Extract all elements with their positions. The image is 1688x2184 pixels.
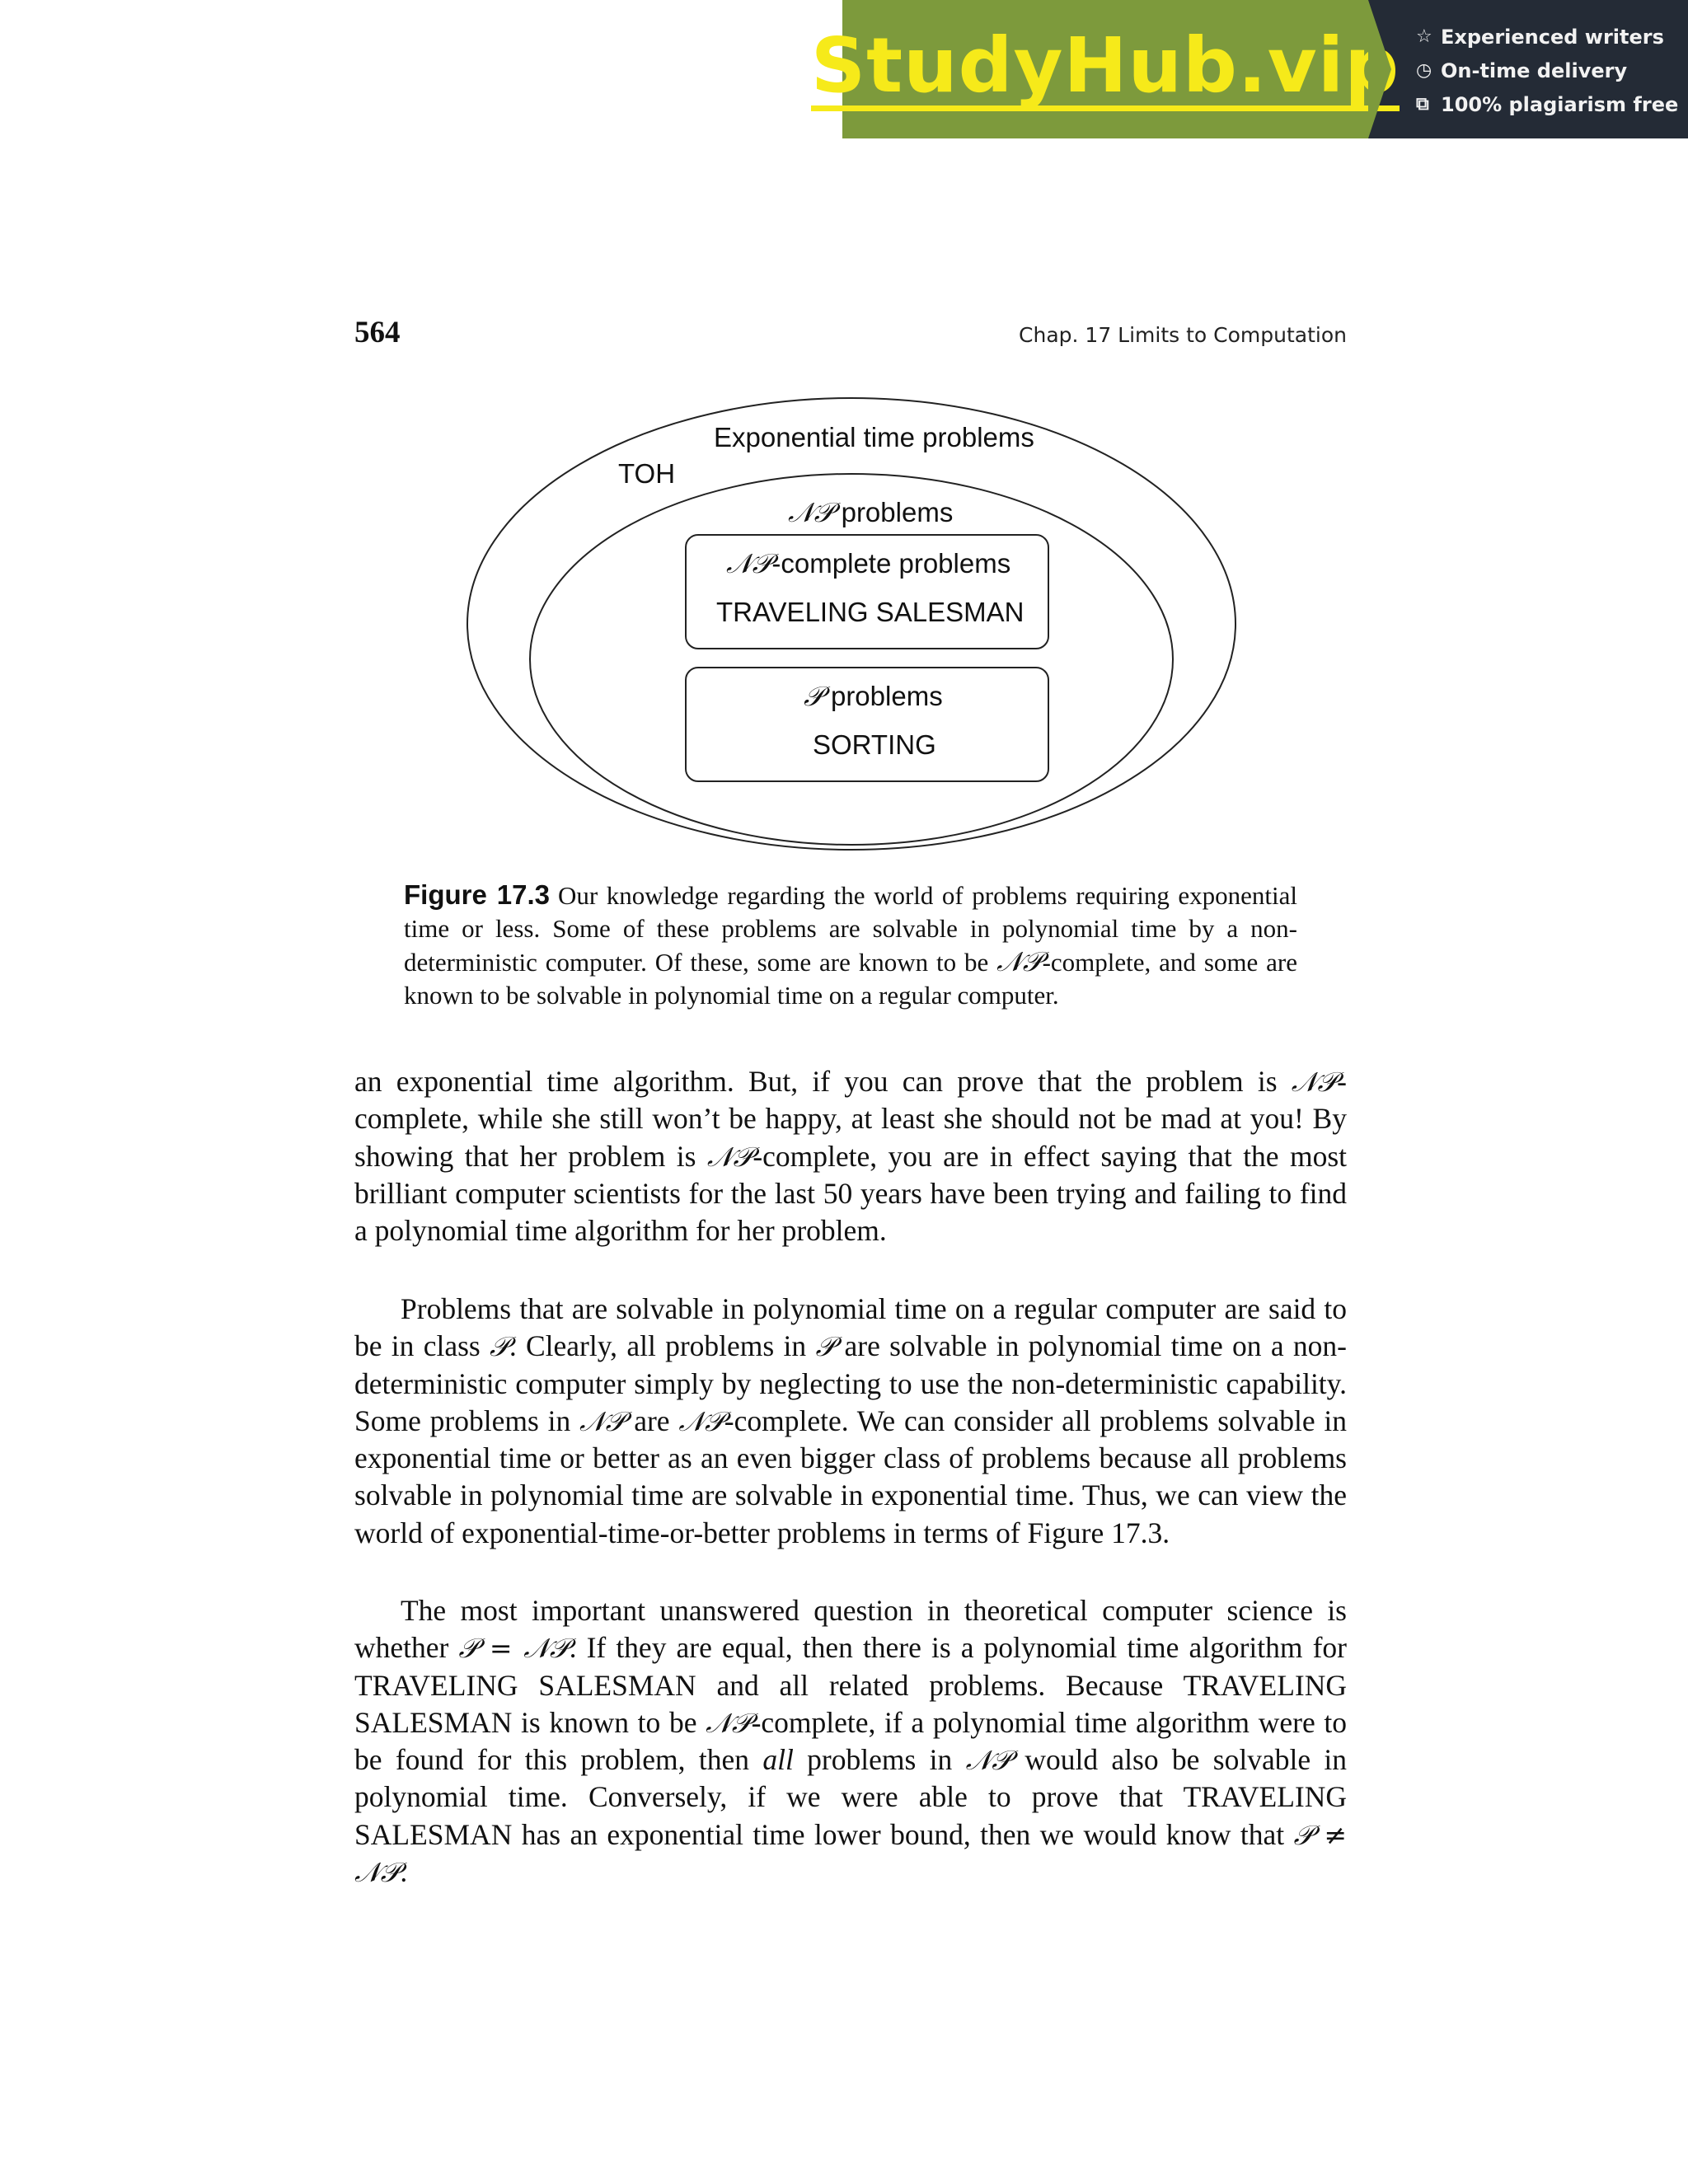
np-symbol: 𝒩𝒫 [706, 1140, 753, 1173]
np-symbol: 𝒩𝒫 [788, 496, 834, 528]
studyhub-banner[interactable] [810, 0, 1688, 138]
p-problems-label [804, 680, 943, 713]
figure-caption [404, 879, 1297, 1012]
feature-experienced-writers [1416, 20, 1688, 54]
np-symbol: 𝒩𝒫 [579, 1404, 626, 1437]
page-number: 564 [354, 316, 401, 349]
np-symbol: 𝒩𝒫 [726, 547, 772, 579]
feature-label: Experienced writers [1441, 25, 1664, 49]
text-run: are [625, 1404, 679, 1437]
traveling-salesman-label: TRAVELING SALESMAN [716, 597, 1025, 627]
banner-features [1368, 0, 1688, 138]
p-not-equal-np: 𝒫 ≠ 𝒩𝒫 [354, 1818, 1348, 1889]
star-icon: ☆ [1416, 26, 1432, 47]
text-run: The most important unanswered question in theoretical computer science is whether [354, 1594, 1347, 1665]
np-problems-label [788, 496, 953, 529]
p-equals-np: 𝒫 = 𝒩𝒫 [458, 1632, 570, 1665]
text-run: -complete, you are in effect saying that the most brilliant computer scientists for the last 50 years have been trying and failing to find a polynomial time algorithm for her problem. [354, 1139, 1348, 1248]
np-symbol: 𝒩𝒫 [965, 1744, 1011, 1777]
sorting-label: SORTING [813, 729, 936, 760]
feature-label: On-time delivery [1441, 59, 1628, 82]
np-symbol: 𝒩𝒫 [706, 1706, 752, 1739]
np-complete-box [685, 534, 1049, 649]
studyhub-logo[interactable] [810, 0, 1400, 138]
clock-icon: ◷ [1416, 60, 1432, 81]
paragraph-3 [354, 1592, 1347, 1891]
paragraph-2 [354, 1291, 1347, 1552]
text-run: Problems that are solvable in polynomial time on a regular computer are said to be in class [354, 1292, 1347, 1363]
p-problems-box [685, 667, 1049, 782]
np-problems-text: problems [833, 497, 954, 527]
copy-icon: ⧉ [1416, 94, 1429, 115]
np-symbol: 𝒩𝒫 [996, 945, 1043, 977]
caption-text-1: Our knowledge regarding the world of problems requiring exponential time or less. Some of these problems are solvable in polynomial time by a non-deterministic computer. Of these, some are known to be [404, 881, 1297, 977]
toh-label: TOH [618, 458, 676, 489]
text-run: problems in [793, 1743, 966, 1777]
np-complete-text: -complete problems [771, 548, 1011, 579]
text-run: . If they are equal, then there is a polynomial time algorithm for TRAVELING SALESMAN and all related problems. Because TRAVELING SALESMAN is known to be [354, 1631, 1347, 1739]
feature-on-time-delivery [1416, 54, 1688, 87]
np-symbol: 𝒩𝒫 [678, 1404, 724, 1437]
logo-text: StudyHub.vip [810, 21, 1400, 110]
np-complete-label [726, 547, 1010, 580]
paragraph-1 [354, 1063, 1347, 1249]
p-problems-text: problems [823, 681, 943, 711]
text-run: . Clearly, all problems in [509, 1329, 816, 1363]
np-symbol: 𝒩𝒫 [1291, 1066, 1338, 1098]
text-run: are solvable in polynomial time on a non-deterministic computer simply by neglecting to use the non-deterministic capability. Some problems in [354, 1329, 1347, 1437]
text-run: would also be solvable in polynomial time. Conversely, if we were able to prove that TRAVELING SALESMAN has an exponential time lower bound, then we would know that [354, 1743, 1348, 1851]
caption-text-2: -complete, and some are known to be solvable in polynomial time on a regular computer. [404, 948, 1297, 1010]
text-run: an exponential time algorithm. But, if you can prove that the problem is [354, 1065, 1292, 1098]
exponential-time-label: Exponential time problems [714, 422, 1034, 452]
text-run: . [400, 1855, 408, 1889]
text-run: -complete, while she still won’t be happy, at least she should not be mad at you! By showing that her problem is [354, 1065, 1347, 1173]
text-run: -complete. We can consider all problems solvable in exponential time or better as an even bigger class of problems because all problems solvable in polynomial time are solvable in exponential time. Thus, we can view the world of exponential-time-or-better problems in terms of Figure 17.3. [354, 1404, 1347, 1549]
feature-plagiarism-free [1416, 87, 1688, 121]
caption-label: Figure 17.3 [404, 879, 551, 910]
exponential-time-ellipse [467, 398, 1236, 850]
p-symbol: 𝒫 [815, 1330, 836, 1363]
p-symbol: 𝒫 [490, 1330, 509, 1363]
feature-label: 100% plagiarism free [1441, 92, 1679, 116]
text-run: -complete, if a polynomial time algorithm were to be found for this problem, then [354, 1705, 1347, 1777]
emphasis-all: all [762, 1743, 794, 1777]
p-symbol: 𝒫 [804, 680, 823, 712]
np-ellipse [530, 474, 1173, 845]
running-head: Chap. 17 Limits to Computation [1019, 323, 1347, 347]
